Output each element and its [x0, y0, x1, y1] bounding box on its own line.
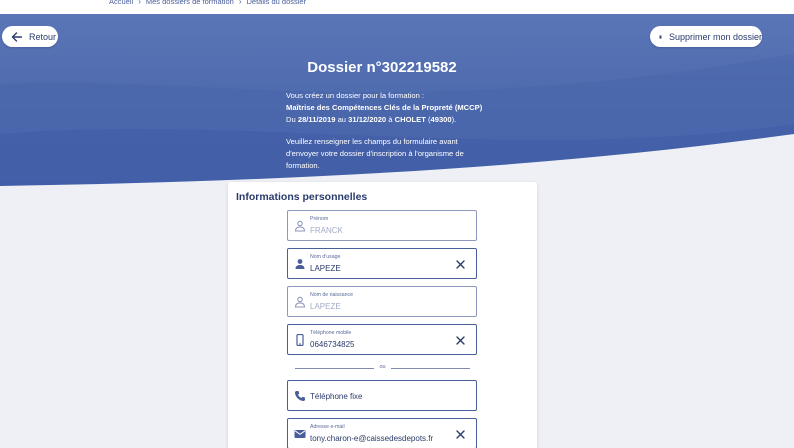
prenom-label: Prénom — [310, 216, 329, 222]
person-icon — [294, 220, 306, 232]
breadcrumb-home-link[interactable]: Accueil — [109, 0, 134, 6]
separator-text: ou — [379, 364, 386, 370]
person-icon — [294, 296, 306, 308]
breadcrumb — [109, 0, 306, 6]
arrow-left-icon — [11, 32, 22, 42]
clear-icon[interactable] — [455, 335, 466, 346]
chevron-right-icon: › — [238, 0, 242, 6]
formation-intro — [286, 90, 486, 172]
delete-dossier-button[interactable] — [650, 26, 762, 47]
intro-line: Vous créez un dossier pour la formation : — [286, 91, 425, 100]
tel-mobile-label: Téléphone mobile — [310, 330, 352, 336]
personal-info-card — [228, 182, 537, 448]
breadcrumb-current: Détails du dossier — [246, 0, 307, 6]
top-bar — [0, 0, 794, 14]
nom-usage-field[interactable] — [287, 248, 477, 279]
email-field[interactable] — [287, 418, 477, 448]
clear-icon[interactable] — [455, 429, 466, 440]
city: CHOLET — [394, 115, 426, 125]
nom-naissance-value: LAPEZE — [310, 302, 341, 311]
back-button-label: Retour — [29, 31, 57, 42]
prenom-value: FRANCK — [310, 226, 343, 235]
formation-dates: Du 28/11/2019 au 31/12/2020 à CHOLET (49300). — [286, 115, 457, 125]
separator-line — [295, 368, 374, 369]
email-value[interactable]: tony.charon-e@caissedesdepots.fr — [310, 434, 434, 443]
section-title: Informations personnelles — [236, 191, 368, 203]
clear-icon[interactable] — [455, 259, 466, 270]
tel-fixe-placeholder[interactable]: Téléphone fixe — [310, 392, 363, 401]
start-date: 28/11/2019 — [297, 115, 336, 125]
nom-usage-value[interactable]: LAPEZE — [310, 264, 341, 273]
nom-naissance-field — [287, 286, 477, 317]
chevron-right-icon: › — [138, 0, 141, 6]
tel-mobile-value[interactable]: 0646734825 — [310, 340, 355, 349]
smartphone-icon — [294, 334, 306, 346]
or-separator — [295, 364, 470, 374]
email-label: Adresse e-mail — [310, 424, 345, 430]
mail-icon — [294, 428, 306, 440]
formation-name: Maîtrise des Compétences Clés de la Propreté (MCCP) — [286, 103, 483, 113]
prenom-field — [287, 210, 477, 241]
back-button[interactable] — [2, 26, 58, 47]
nom-usage-label: Nom d'usage — [310, 254, 341, 260]
tel-mobile-field[interactable] — [287, 324, 477, 355]
separator-line — [391, 368, 470, 369]
page-title: Dossier n°302219582 — [307, 59, 457, 76]
trash-icon — [659, 32, 662, 42]
end-date: 31/12/2020 — [348, 115, 387, 125]
intro-note: Veuillez renseigner les champs du formulaire avant d'envoyer votre dossier d'inscription à l'organisme de formation. — [286, 136, 464, 171]
person-icon — [294, 258, 306, 270]
nom-naissance-label: Nom de naissance — [310, 292, 353, 298]
breadcrumb-dossiers-link[interactable]: Mes dossiers de formation — [145, 0, 234, 6]
delete-button-label: Supprimer mon dossier — [668, 31, 762, 42]
phone-icon — [294, 390, 306, 402]
tel-fixe-field[interactable] — [287, 380, 477, 411]
postal-code: 49300 — [430, 115, 452, 125]
